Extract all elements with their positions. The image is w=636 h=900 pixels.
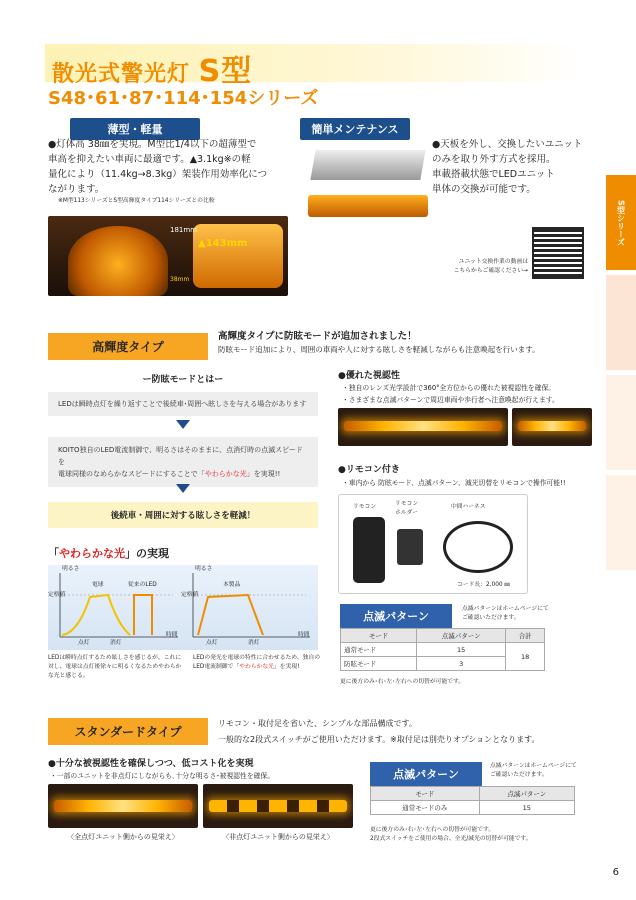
high-headline: 高輝度タイプに防眩モードが追加されました！ [218,331,417,342]
graph-right-ylabel: 明るさ [195,566,213,572]
arrow-down-1 [176,420,190,429]
graph-left-label-led: 従来のLED [128,582,157,588]
side-tab-3[interactable] [606,375,636,470]
graph-left-led-curve [134,595,152,635]
remote-control-icon [353,517,385,583]
pattern-table-high-note: 更に後方のみ･右･左･左右への切替が可能です。 [340,679,465,685]
lightbar-glow-4 [209,800,347,812]
table-row: 通常モードのみ 15 [371,801,575,815]
remote-text: ・車内から 防眩モード、点滅パターン、減光切替をリモコンで操作可能!! [342,479,566,487]
visibility-photo-1 [338,408,508,446]
m-type-lamp [68,226,168,296]
graph-right-t1: 点灯 [206,640,218,646]
top-plate [310,150,425,180]
graph-left-t2: 消灯 [110,640,122,646]
page-title: 散光式警光灯 S型 [52,54,253,89]
graph-left-ylabel: 明るさ [62,566,80,572]
standard-caption-2: 〈非点灯ユニット側からの見栄え〉 [222,833,334,841]
side-tab-s-series[interactable]: S型シリーズ [606,175,636,270]
th-mode: モード [341,629,417,643]
remote-kit-box [338,494,528,594]
pattern-pill-high: 点滅パターン [340,604,452,628]
table-row: 防眩モード 3 [341,657,545,671]
standard-caption-1: 〈全点灯ユニット側からの見栄え〉 [67,833,179,841]
dim-143: ▲143mm [198,238,248,249]
qr-code[interactable] [532,227,584,279]
series-title: S48･61･87･114･154シリーズ [48,88,319,109]
high-brightness-pill: 高輝度タイプ [48,333,208,360]
standard-notes: 更に後方のみ･右･左･左右への切替が可能です。 2段式スイッチをご使用の場合、全光/減光の切替が可能です。 [370,827,532,842]
standard-sub: ・一部のユニットを非点灯にしながらも､十分な明るさ･被視認性を確保。 [50,772,275,780]
brightness-graph-svg [48,565,318,650]
lightbar-body [308,195,428,217]
standard-type-pill: スタンダードタイプ [48,718,208,745]
qr-caption: ユニット交換作業の動画は こちらからご確認ください→ [453,259,528,274]
graph-left-bulb-curve [62,595,130,635]
pattern-table-high [340,628,545,671]
side-tab-2[interactable] [606,275,636,370]
visibility-photo-2 [512,408,592,446]
thin-light-text: ●灯体高 38㎜を実現。M型比1/4以下の超薄型で 車高を抑えたい車両に最適です。▲3.1kg※の軽 量化により（11.4kg→8.3kg）架装作用効率化につ ながります。 [48,139,268,195]
graph-left-label-bulb: 電球 [92,582,104,588]
graph-right-t2: 消灯 [248,640,260,646]
graph-left-t1: 点灯 [78,640,90,646]
dim-38: 38mm [170,276,190,283]
th-mode-std: モード [371,787,480,801]
lightbar-glow-3 [54,800,192,812]
pattern-note-standard: 点滅パターンはホームページにて ご確認いただけます。 [490,763,577,778]
remote-holder-icon [397,529,423,565]
page-number: 6 [612,867,619,878]
soft-light-title: 「やわらかな光」の実現 [48,547,169,560]
maintenance-photo [298,140,428,235]
thin-light-note: ※M型113シリーズとS型高輝度タイプ114シリーズとの比較 [58,198,215,204]
standard-photo-2 [203,784,353,828]
high-sub: 防眩モード追加により、周囲の車両や人に対する眩しさを軽減しながらも注意喚起を行います。 [218,345,540,354]
antiglare-box-1: LEDは瞬時点灯を繰り返すことで後続車･周囲へ眩しさを与える場合があります [48,392,318,416]
side-tab-4[interactable] [606,475,636,570]
visibility-head: ●優れた視認性 [338,371,400,381]
maintenance-text: ●天板を外し、交換したいユニット のみを取り外す方式を採用。 車載搭載状態でLEDユニット 単体の交換が可能です。 [432,139,583,195]
graph-right-product-curve [198,595,263,635]
standard-photo-1 [48,784,198,828]
harness-label: 中間ハーネス [451,504,486,510]
dim-181: 181mm [170,226,197,234]
lightbar-glow-1 [344,421,502,431]
standard-head: ●十分な被視認性を確保しつつ、低コスト化を実現 [48,759,254,769]
graph-right-xlabel: 時間 [298,632,310,638]
pattern-note-high: 点滅パターンはホームページにて ご確認いただけます。 [462,606,549,621]
holder-label: リモコン ホルダー [395,501,419,516]
graph-left-level-label: 定格値 [48,592,66,598]
brightness-graphs [48,565,318,650]
antiglare-box-3: 後続車・周囲に対する眩しさを軽減！ [48,502,318,528]
graph-left-xlabel: 時間 [166,632,178,638]
graph-right-level-label: 定格値 [181,592,199,598]
th-total: 合計 [506,629,545,643]
maintenance-pill: 簡単メンテナンス [300,118,410,140]
arrow-down-2 [176,484,190,493]
graph-note-left: LEDは瞬時点灯するため眩しさを感じるが、これに対し、電球は点灯後徐々に明るくなるためやわらかな光と感じる。 [48,655,182,679]
size-comparison-photo [48,216,288,296]
standard-text: リモコン・取付足を省いた、シンプルな部品構成です。 一般的な2段式スイッチがご使用いただけます。※取付足は別売りオプションとなります。 [218,719,540,744]
pattern-pill-standard: 点滅パターン [370,762,482,786]
remote-label: リモコン [353,504,377,510]
s-type-lamp [193,224,283,288]
remote-head: ●リモコン付き [338,465,400,475]
pattern-table-standard [370,786,575,815]
cord-length: コード長：2,000 ㎜ [457,582,511,588]
antiglare-box-2: KOITO独自のLED電流制御で、明るさはそのままに、点消灯時の点滅スピードを 電球同様のなめらかなスピードにすることで「やわらかな光」を実現!! [48,437,318,487]
lightbar-glow-2 [518,421,586,431]
th-pattern: 点滅パターン [417,629,506,643]
graph-note-right: LEDの発光を電球の特性に合わせるため、独自の LED電流制御で「やわらかな光」を実現! [193,655,321,670]
harness-cable-icon [443,521,513,573]
antiglare-title: ー防眩モードとはー [142,375,224,385]
th-pattern-std: 点滅パターン [479,787,574,801]
graph-right-label-product: 本製品 [223,582,241,588]
visibility-text: ・独自のレンズ光学設計で360°全方位からの優れた被視認性を確保。 ・さまざまな点滅パターンで周辺車両や歩行者へ注意喚起が行えます。 [342,384,559,404]
table-row: 通常モード 15 18 [341,643,545,657]
thin-light-pill: 薄型・軽量 [70,118,200,140]
